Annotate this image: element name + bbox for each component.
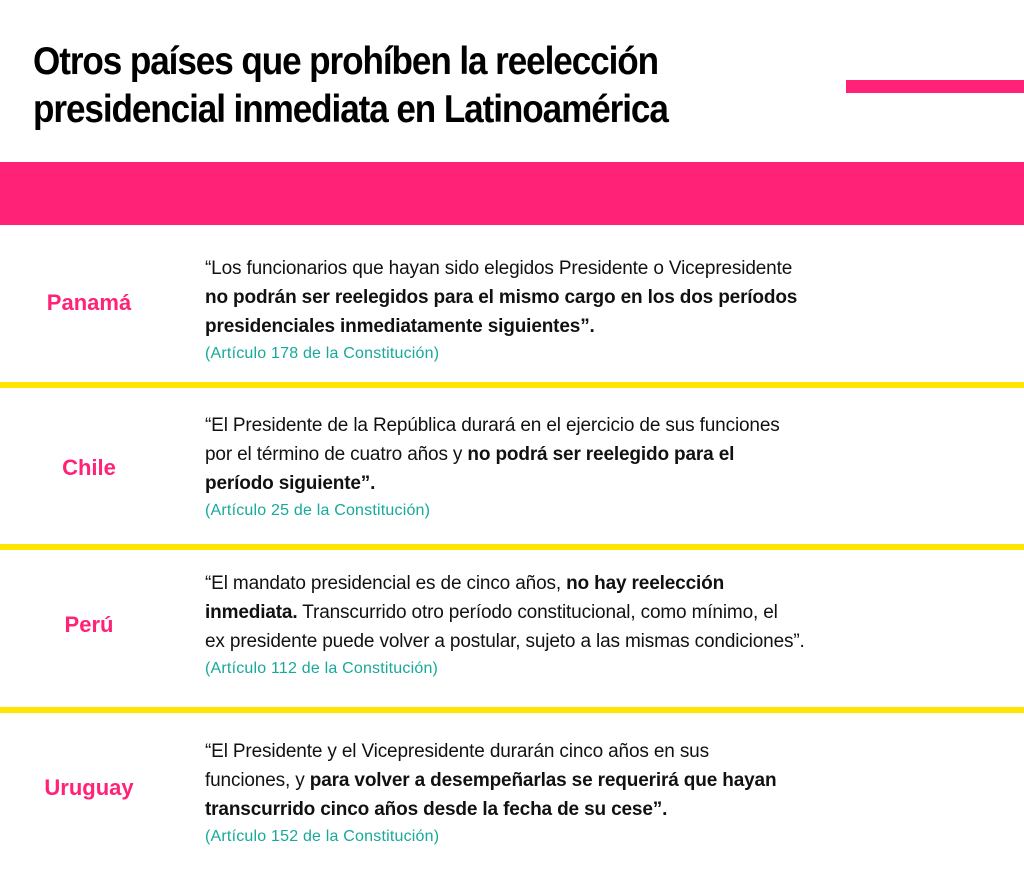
country-label: Uruguay (44, 775, 134, 800)
pink-accent-bar (846, 80, 1024, 93)
quote-emphasis: presidenciales inmediatamente siguientes”. (205, 316, 595, 337)
quote-line (205, 254, 1005, 283)
quote-line (205, 737, 1005, 766)
quote-text: “El Presidente de la República durará en el ejercicio de sus funciones (205, 415, 780, 436)
quote-text: “El Presidente y el Vicepresidente durarán cinco años en sus (205, 741, 709, 762)
quote-line (205, 411, 1005, 440)
yellow-divider (0, 382, 1024, 388)
constitution-quote (205, 411, 1005, 524)
quote-text: funciones, y (205, 770, 310, 791)
quote-line (205, 766, 1005, 795)
quote-emphasis: para volver a desempeñarlas se requerirá que hayan (309, 770, 777, 791)
quote-line (205, 569, 1005, 598)
quote-emphasis: no podrá ser reelegido para el (467, 444, 735, 465)
pink-header-band (0, 162, 1024, 225)
quote-emphasis: no hay reelección (566, 573, 725, 594)
article-citation: (Artículo 178 de la Constitución) (205, 345, 440, 362)
quote-text: “El mandato presidencial es de cinco años, (205, 573, 567, 594)
quote-line (205, 795, 1005, 824)
constitution-quote (205, 254, 1005, 367)
quote-line (205, 598, 1005, 627)
title-line-2: presidencial inmediata en Latinoamérica (33, 88, 668, 131)
yellow-divider (0, 707, 1024, 713)
quote-emphasis: período siguiente”. (205, 473, 376, 494)
quote-text: “Los funcionarios que hayan sido elegidos Presidente o Vicepresidente (205, 258, 793, 279)
country-label: Perú (64, 612, 114, 637)
constitution-quote (205, 737, 1005, 850)
quote-emphasis: inmediata. (205, 602, 298, 623)
quote-emphasis: no podrán ser reelegidos para el mismo cargo en los dos períodos (205, 287, 798, 308)
quote-line (205, 312, 1005, 341)
quote-line (205, 469, 1005, 498)
quote-line (205, 627, 1005, 656)
article-citation: (Artículo 152 de la Constitución) (205, 828, 440, 845)
yellow-divider (0, 544, 1024, 550)
quote-line (205, 283, 1005, 312)
country-label: Chile (62, 455, 116, 480)
constitution-quote (205, 569, 1005, 682)
quote-line (205, 440, 1005, 469)
quote-text: ex presidente puede volver a postular, sujeto a las mismas condiciones”. (205, 631, 805, 652)
quote-emphasis: transcurrido cinco años desde la fecha de su cese”. (205, 799, 668, 820)
article-citation: (Artículo 25 de la Constitución) (205, 502, 431, 519)
page-title (33, 38, 668, 134)
quote-text: por el término de cuatro años y (205, 444, 468, 465)
country-label: Panamá (46, 290, 132, 315)
quote-text: Transcurrido otro período constitucional, como mínimo, el (297, 602, 778, 623)
article-citation: (Artículo 112 de la Constitución) (205, 660, 439, 677)
title-line-1: Otros países que prohíben la reelección (33, 40, 658, 83)
